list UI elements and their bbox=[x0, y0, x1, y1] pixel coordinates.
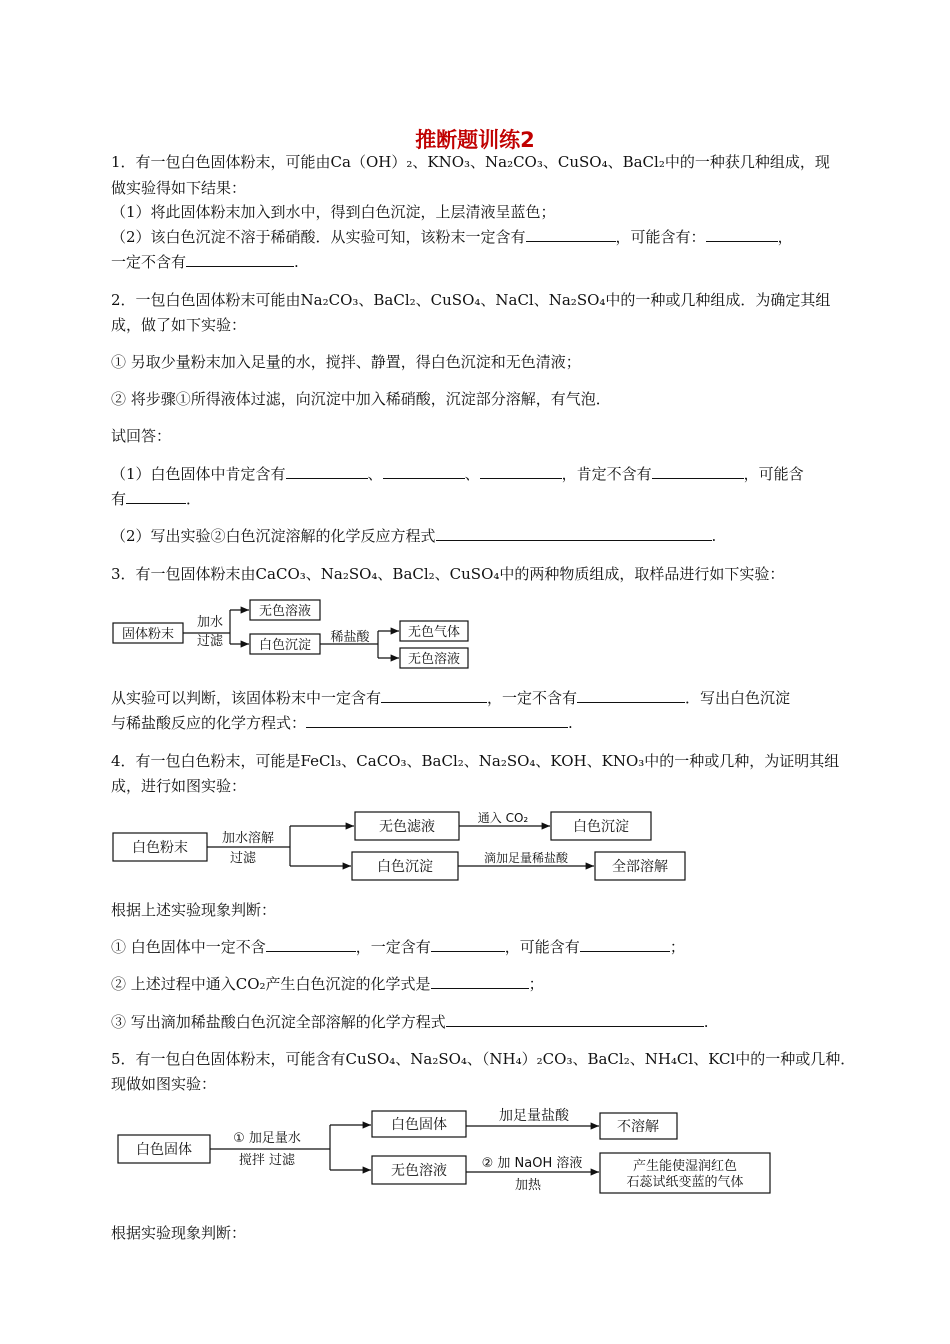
q3-out4-label: 无色溶液 bbox=[407, 652, 461, 667]
q5-step3-bottom: 加热 bbox=[514, 1178, 542, 1193]
q2-line-3: ① 另取少量粉末加入足量的水，搅拌、静置，得白色沉淀和无色清液； bbox=[111, 353, 581, 371]
q3-out2-label: 白色沉淀 bbox=[258, 638, 312, 653]
q4-out4-label: 全部溶解 bbox=[612, 859, 668, 875]
q3-line-2 bbox=[111, 687, 861, 709]
answer-blank[interactable] bbox=[431, 936, 505, 952]
q4-text: ① 白色固体中一定不含 bbox=[111, 938, 266, 956]
q5-out2-label: 不溶解 bbox=[617, 1119, 659, 1135]
q4-line-5 bbox=[111, 973, 861, 995]
q1-text: ，可能含有： bbox=[615, 228, 706, 246]
q1-line-2: 做实验得如下结果： bbox=[111, 179, 247, 197]
q3-start-label: 固体粉末 bbox=[121, 627, 175, 642]
q4-out1-label: 无色滤液 bbox=[379, 819, 435, 835]
q4-out3-label: 白色沉淀 bbox=[377, 859, 433, 875]
q4-text: ，可能含有 bbox=[504, 938, 580, 956]
answer-blank[interactable] bbox=[446, 1011, 704, 1027]
q2-line-4: ② 将步骤①所得液体过滤，向沉淀中加入稀硝酸，沉淀部分溶解，有气泡． bbox=[111, 390, 611, 408]
q4-text: ，一定含有 bbox=[355, 938, 431, 956]
q4-line-4 bbox=[111, 936, 861, 958]
q3-out3-label: 无色气体 bbox=[407, 625, 461, 640]
q4-line-1: 4．有一包白色粉末，可能是FeCl₃、CaCO₃、BaCl₂、Na₂SO₄、KOH、KNO₃中的一种或几种，为证明其组 bbox=[111, 752, 840, 770]
q4-text: ； bbox=[528, 975, 544, 993]
q4-step2-label: 通入 CO₂ bbox=[477, 811, 529, 825]
answer-blank[interactable] bbox=[266, 936, 356, 952]
q5-line-3: 根据实验现象判断： bbox=[111, 1224, 247, 1242]
q1-line-1: 1．有一包白色固体粉末，可能由Ca（OH）₂、KNO₃、Na₂CO₃、CuSO₄、BaCl₂中的一种获几种组成，现 bbox=[111, 153, 830, 171]
answer-blank[interactable] bbox=[580, 936, 670, 952]
q2-line-1: 2．一包白色固体粉末可能由Na₂CO₃、BaCl₂、CuSO₄、NaCl、Na₂SO₄中的一种或几种组成．为确定其组 bbox=[111, 291, 831, 309]
q4-line-3: 根据上述实验现象判断： bbox=[111, 901, 277, 919]
q5-line-2: 现做如图实验： bbox=[111, 1075, 217, 1093]
page-title: 推断题训练2 bbox=[415, 128, 535, 152]
q3-out1-label: 无色溶液 bbox=[258, 604, 312, 619]
q1-text: （2）该白色沉淀不溶于稀硝酸．从实验可知，该粉末一定含有 bbox=[111, 228, 526, 246]
q5-out1-label: 白色固体 bbox=[391, 1117, 447, 1133]
q4-step1-top: 加水溶解 bbox=[221, 831, 275, 846]
q3-step2-label: 稀盐酸 bbox=[330, 630, 370, 645]
q2-line-2: 成，做了如下实验： bbox=[111, 316, 247, 334]
q4-text: ； bbox=[669, 938, 685, 956]
q2-text: （2）写出实验②白色沉淀溶解的化学反应方程式 bbox=[111, 527, 436, 545]
q5-out4-line1: 产生能使湿润红色 bbox=[632, 1159, 738, 1174]
answer-blank[interactable] bbox=[306, 712, 568, 728]
q5-out4-line2: 石蕊试纸变蓝的气体 bbox=[626, 1175, 744, 1190]
q2-text: ，肯定不含有 bbox=[561, 465, 652, 483]
q5-step1-top: ① 加足量水 bbox=[233, 1131, 301, 1146]
q2-text: ，可能含 bbox=[743, 465, 804, 483]
q5-start-label: 白色固体 bbox=[136, 1142, 192, 1158]
q4-step3-label: 滴加足量稀盐酸 bbox=[483, 851, 569, 865]
q3-text: 与稀盐酸反应的化学方程式： bbox=[111, 714, 307, 732]
q2-line-5: 试回答： bbox=[111, 427, 172, 445]
q4-line-6 bbox=[111, 1011, 861, 1033]
q1-text: . bbox=[294, 253, 299, 271]
q1-line-3: （1）将此固体粉末加入到水中，得到白色沉淀，上层清液呈蓝色； bbox=[111, 203, 556, 221]
q4-text: . bbox=[703, 1013, 709, 1031]
q1-text: ， bbox=[777, 228, 793, 246]
answer-blank[interactable] bbox=[577, 687, 685, 703]
q5-step2-label: 加足量盐酸 bbox=[499, 1108, 569, 1124]
answer-blank[interactable] bbox=[381, 687, 487, 703]
q3-text: . bbox=[568, 714, 573, 732]
q4-text: ③ 写出滴加稀盐酸白色沉淀全部溶解的化学方程式 bbox=[111, 1013, 446, 1031]
q5-out3-label: 无色溶液 bbox=[391, 1163, 447, 1179]
q2-text: . bbox=[711, 527, 717, 545]
q4-line-2: 成，进行如图实验： bbox=[111, 777, 247, 795]
q4-text: ② 上述过程中通入CO₂产生白色沉淀的化学式是 bbox=[111, 975, 431, 993]
q1-text: 一定不含有 bbox=[111, 253, 187, 271]
q3-text: ．写出白色沉淀 bbox=[685, 689, 791, 707]
q3-line-3 bbox=[111, 712, 861, 734]
q2-text: （1）白色固体中肯定含有 bbox=[111, 465, 286, 483]
q5-line-1: 5．有一包白色固体粉末，可能含有CuSO₄、Na₂SO₄、（NH₄）₂CO₃、BaCl₂、NH₄Cl、KCl中的一种或几种． bbox=[111, 1050, 856, 1068]
q5-step1-bottom: 搅拌 过滤 bbox=[238, 1153, 296, 1168]
q3-line-1: 3．有一包固体粉末由CaCO₃、Na₂SO₄、BaCl₂、CuSO₄中的两种物质组成，取样品进行如下实验： bbox=[111, 565, 785, 583]
q4-step1-bottom: 过滤 bbox=[229, 851, 257, 866]
q3-step1-bottom: 过滤 bbox=[196, 634, 224, 649]
q2-text: 、 bbox=[464, 465, 480, 483]
q2-text: 有 bbox=[111, 490, 127, 508]
q3-step1-top: 加水 bbox=[196, 615, 224, 630]
q2-text: 、 bbox=[367, 465, 383, 483]
q3-text: 从实验可以判断，该固体粉末中一定含有 bbox=[111, 689, 382, 707]
q4-start-label: 白色粉末 bbox=[132, 840, 188, 856]
q3-text: ，一定不含有 bbox=[487, 689, 578, 707]
answer-blank[interactable] bbox=[431, 973, 529, 989]
q4-out2-label: 白色沉淀 bbox=[573, 819, 629, 835]
q5-step3-top: ② 加 NaOH 溶液 bbox=[481, 1156, 583, 1171]
q2-text: ． bbox=[186, 490, 202, 508]
